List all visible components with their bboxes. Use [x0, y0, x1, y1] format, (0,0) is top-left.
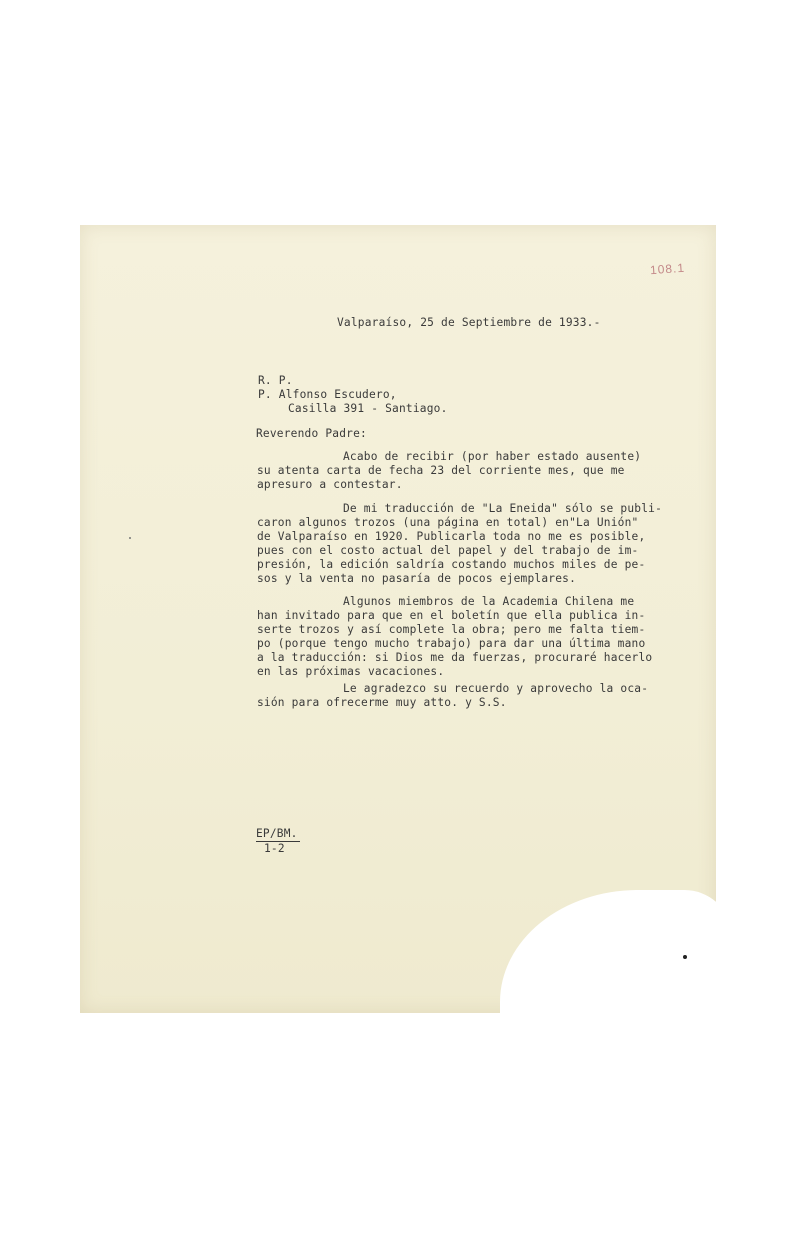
paragraph-3-line-6: en las próximas vacaciones. — [257, 665, 445, 678]
paragraph-2-line-4: pues con el costo actual del papel y del trabajo de im- — [257, 544, 639, 557]
reference-pages: 1-2 — [264, 842, 285, 855]
paragraph-3-line-2: han invitado para que en el boletín que ella publica in- — [257, 609, 646, 622]
recipient-line-1: R. P. — [258, 374, 293, 387]
paragraph-1-line-3: apresuro a contestar. — [257, 478, 403, 491]
paragraph-2-line-5: presión, la edición saldría costando muchos miles de pe- — [257, 558, 646, 571]
archive-number: 108.1 — [649, 260, 686, 278]
paragraph-3-line-4: po (porque tengo mucho trabajo) para dar una última mano — [257, 637, 646, 650]
paragraph-2-line-6: sos y la venta no pasaría de pocos ejemplares. — [257, 572, 577, 585]
paragraph-4-line-1: Le agradezco su recuerdo y aprovecho la oca- — [343, 682, 649, 695]
paragraph-3-line-5: a la traducción: si Dios me da fuerzas, procuraré hacerlo — [257, 651, 653, 664]
date-line: Valparaíso, 25 de Septiembre de 1933.- — [337, 316, 601, 329]
paragraph-2-line-2: caron algunos trozos (una página en total) en"La Unión" — [257, 516, 639, 529]
ink-speck-small — [129, 537, 131, 539]
recipient-line-3: Casilla 391 - Santiago. — [288, 402, 448, 415]
paragraph-1-line-2: su atenta carta de fecha 23 del corriente mes, que me — [257, 464, 625, 477]
salutation: Reverendo Padre: — [256, 427, 367, 440]
paragraph-3-line-3: serte trozos y así complete la obra; pero me falta tiem- — [257, 623, 646, 636]
recipient-line-2: P. Alfonso Escudero, — [258, 388, 397, 401]
ink-speck — [683, 955, 687, 959]
paragraph-3-line-1: Algunos miembros de la Academia Chilena me — [343, 595, 635, 608]
paragraph-2-line-3: de Valparaíso en 1920. Publicarla toda no me es posible, — [257, 530, 646, 543]
paragraph-4-line-2: sión para ofrecerme muy atto. y S.S. — [257, 696, 507, 709]
reference-initials: EP/BM. — [256, 827, 298, 840]
paragraph-1-line-1: Acabo de recibir (por haber estado ausente) — [343, 450, 642, 463]
paragraph-2-line-1: De mi traducción de "La Eneida" sólo se publi- — [343, 502, 663, 515]
